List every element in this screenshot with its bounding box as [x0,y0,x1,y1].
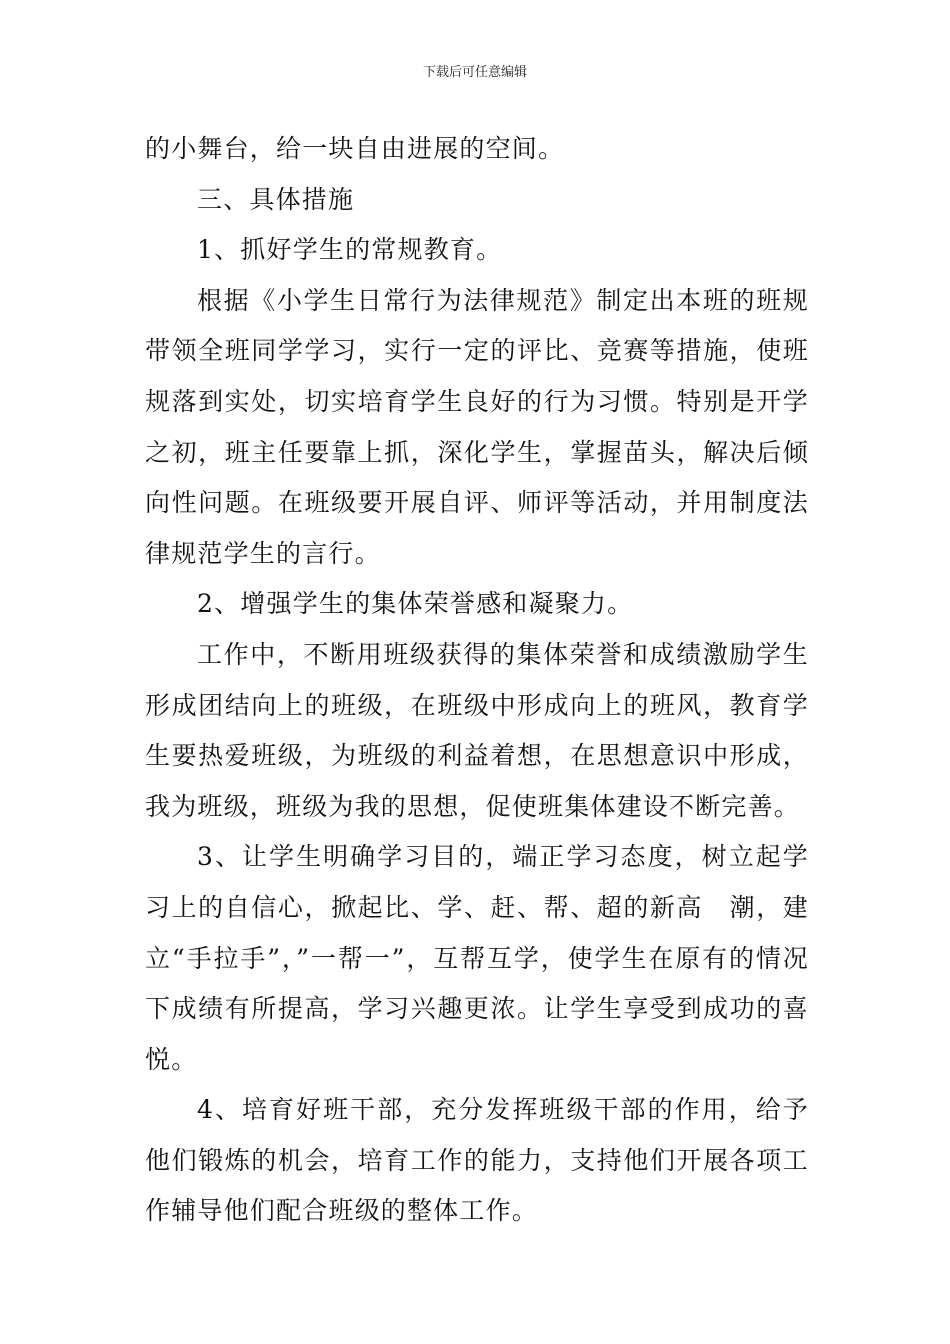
paragraph-2: 根据《小学生日常行为法律规范》制定出本班的班规带领全班同学学习，实行一定的评比、竞赛等措施，使班规落到实处，切实培育学生良好的行为习惯。特别是开学之初，班主任要靠上抓，深化学生，掌握苗头，解决后倾向性问题。在班级要开展自评、师评等活动，并用制度法律规范学生的言行。 [145,285,809,568]
paragraph-1: 的小舞台，给一块自由进展的空间。 [145,134,565,163]
subheading-1: 1、抓好学生的常规教育。 [197,235,503,265]
paragraph-3: 工作中，不断用班级获得的集体荣誉和成绩激励学生形成团结向上的班级，在班级中形成向上的班风，教育学生要热爱班级，为班级的利益着想，在思想意识中形成，我为班级，班级为我的思想，促使班集体建设不断完善。 [145,639,809,821]
page-header: 下载后可任意编辑 [422,65,527,80]
document-body [145,124,809,1237]
paragraph-4: 3、让学生明确学习目的，端正学习态度，树立起学习上的自信心，掀起比、学、赶、帮、超的新高 潮，建立“手拉手”，”一帮一”，互帮互学，使学生在原有的情况下成绩有所提高，学习兴趣更浓。让学生享受到成功的喜悦。 [145,842,809,1074]
subheading-2: 2、增强学生的集体荣誉感和凝聚力。 [197,589,634,619]
section-heading-3: 三、具体措施 [197,184,355,214]
paragraph-5: 4、培育好班干部，充分发挥班级干部的作用，给予他们锻炼的机会，培育工作的能力，支持他们开展各项工作辅导他们配合班级的整体工作。 [145,1095,809,1226]
